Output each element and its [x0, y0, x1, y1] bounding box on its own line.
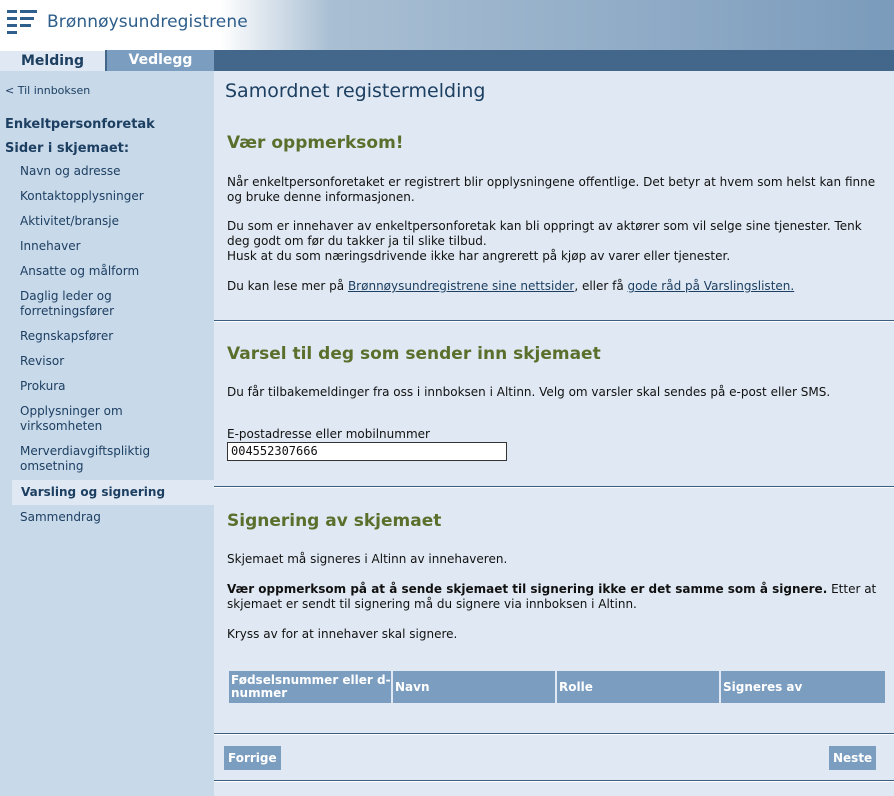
logo-text: Brønnøysundregistrene — [47, 12, 248, 32]
sidebar-item-merverdiavgiftspliktig-omsetning[interactable]: Merverdiavgiftspliktig omsetning — [20, 444, 151, 473]
sidebar-item-aktivitet-bransje[interactable]: Aktivitet/bransje — [20, 214, 119, 228]
main-content — [214, 71, 894, 796]
sidebar — [0, 71, 214, 796]
notice-paragraph-4 — [227, 279, 887, 294]
next-button[interactable]: Neste — [829, 746, 876, 770]
signing-warning-bold: Vær oppmerksom på at å sende skjemaet til signering ikke er det samme som å signere. — [227, 582, 828, 596]
signing-warning-rest: Etter at skjemaet er sendt til signering må du signere via innboksen i Altinn. — [227, 582, 877, 611]
column-header-role: Rolle — [557, 671, 721, 703]
sidebar-item-varsling-og-signering[interactable]: Varsling og signering — [12, 480, 214, 505]
column-header-signed-by: Signeres av — [721, 671, 885, 703]
alert-text: Du får tilbakemeldinger fra oss i innboksen i Altinn. Velg om varsler skal sendes på e-post eller SMS. — [227, 385, 831, 399]
notice-paragraph-3: Husk at du som næringsdrivende ikke har angrerett på kjøp av varer eller tjenester. — [227, 249, 731, 263]
signing-paragraph-2 — [227, 582, 887, 612]
section-divider — [214, 780, 894, 782]
signing-paragraph-1: Skjemaet må signeres i Altinn av innehaveren. — [227, 552, 508, 566]
pages-heading: Sider i skjemaet: — [5, 141, 130, 156]
sidebar-item-ansatte-og-malform[interactable]: Ansatte og målform — [20, 264, 140, 278]
page-title: Samordnet registermelding — [225, 80, 486, 102]
tab-bar — [0, 50, 894, 71]
notice-paragraph-1: Når enkeltpersonforetaket er registrert blir opplysningene offentlige. Det betyr at hvem som helst kan finne og bruke denne informasjonen. — [227, 175, 876, 204]
alert-heading: Varsel til deg som sender inn skjemaet — [227, 344, 601, 364]
bronnoysund-website-link[interactable]: Brønnøysundregistrene sine nettsider — [347, 279, 575, 293]
sidebar-item-innehaver[interactable]: Innehaver — [20, 239, 81, 253]
signing-heading: Signering av skjemaet — [227, 511, 442, 531]
contact-field-input[interactable]: 004552307666 — [227, 442, 507, 461]
contact-field-label: E-postadresse eller mobilnummer — [227, 427, 430, 441]
notice-heading: Vær oppmerksom! — [227, 133, 404, 153]
tab-melding[interactable]: Melding — [0, 50, 105, 71]
section-divider — [214, 733, 894, 735]
read-more-middle: , eller få — [574, 279, 628, 293]
logo[interactable] — [7, 10, 248, 34]
varslingslisten-link[interactable]: gode råd på Varslingslisten. — [627, 279, 795, 293]
form-type-heading: Enkeltpersonforetak — [5, 117, 155, 132]
logo-mark-icon — [7, 10, 39, 34]
sidebar-item-regnskapsforer[interactable]: Regnskapsfører — [20, 329, 114, 343]
signing-paragraph-3: Kryss av for at innehaver skal signere. — [227, 627, 458, 641]
read-more-prefix: Du kan lese mer på — [227, 279, 348, 293]
column-header-name: Navn — [393, 671, 557, 703]
site-header — [0, 0, 894, 50]
column-header-id-number: Fødselsnummer eller d-nummer — [229, 671, 393, 703]
sidebar-item-navn-og-adresse[interactable]: Navn og adresse — [20, 164, 121, 178]
notice-paragraph-2: Du som er innehaver av enkeltpersonforetak kan bli oppringt av aktører som vil selge sine tjenester. Tenk deg godt om før du takker ja til slike tilbud. — [227, 219, 862, 248]
section-divider — [214, 320, 894, 322]
previous-button[interactable]: Forrige — [224, 746, 281, 770]
sidebar-item-revisor[interactable]: Revisor — [20, 354, 65, 368]
back-to-inbox-link[interactable]: < Til innboksen — [5, 84, 91, 97]
tab-vedlegg[interactable]: Vedlegg — [107, 50, 214, 71]
sidebar-item-sammendrag[interactable]: Sammendrag — [20, 510, 101, 524]
signers-table-header — [229, 671, 885, 703]
sidebar-item-prokura[interactable]: Prokura — [20, 379, 66, 393]
section-divider — [214, 486, 894, 488]
sidebar-item-kontaktopplysninger[interactable]: Kontaktopplysninger — [20, 189, 144, 203]
sidebar-item-daglig-leder[interactable]: Daglig leder og forretningsfører — [20, 289, 115, 318]
sidebar-item-opplysninger-om-virksomheten[interactable]: Opplysninger om virksomheten — [20, 404, 123, 433]
